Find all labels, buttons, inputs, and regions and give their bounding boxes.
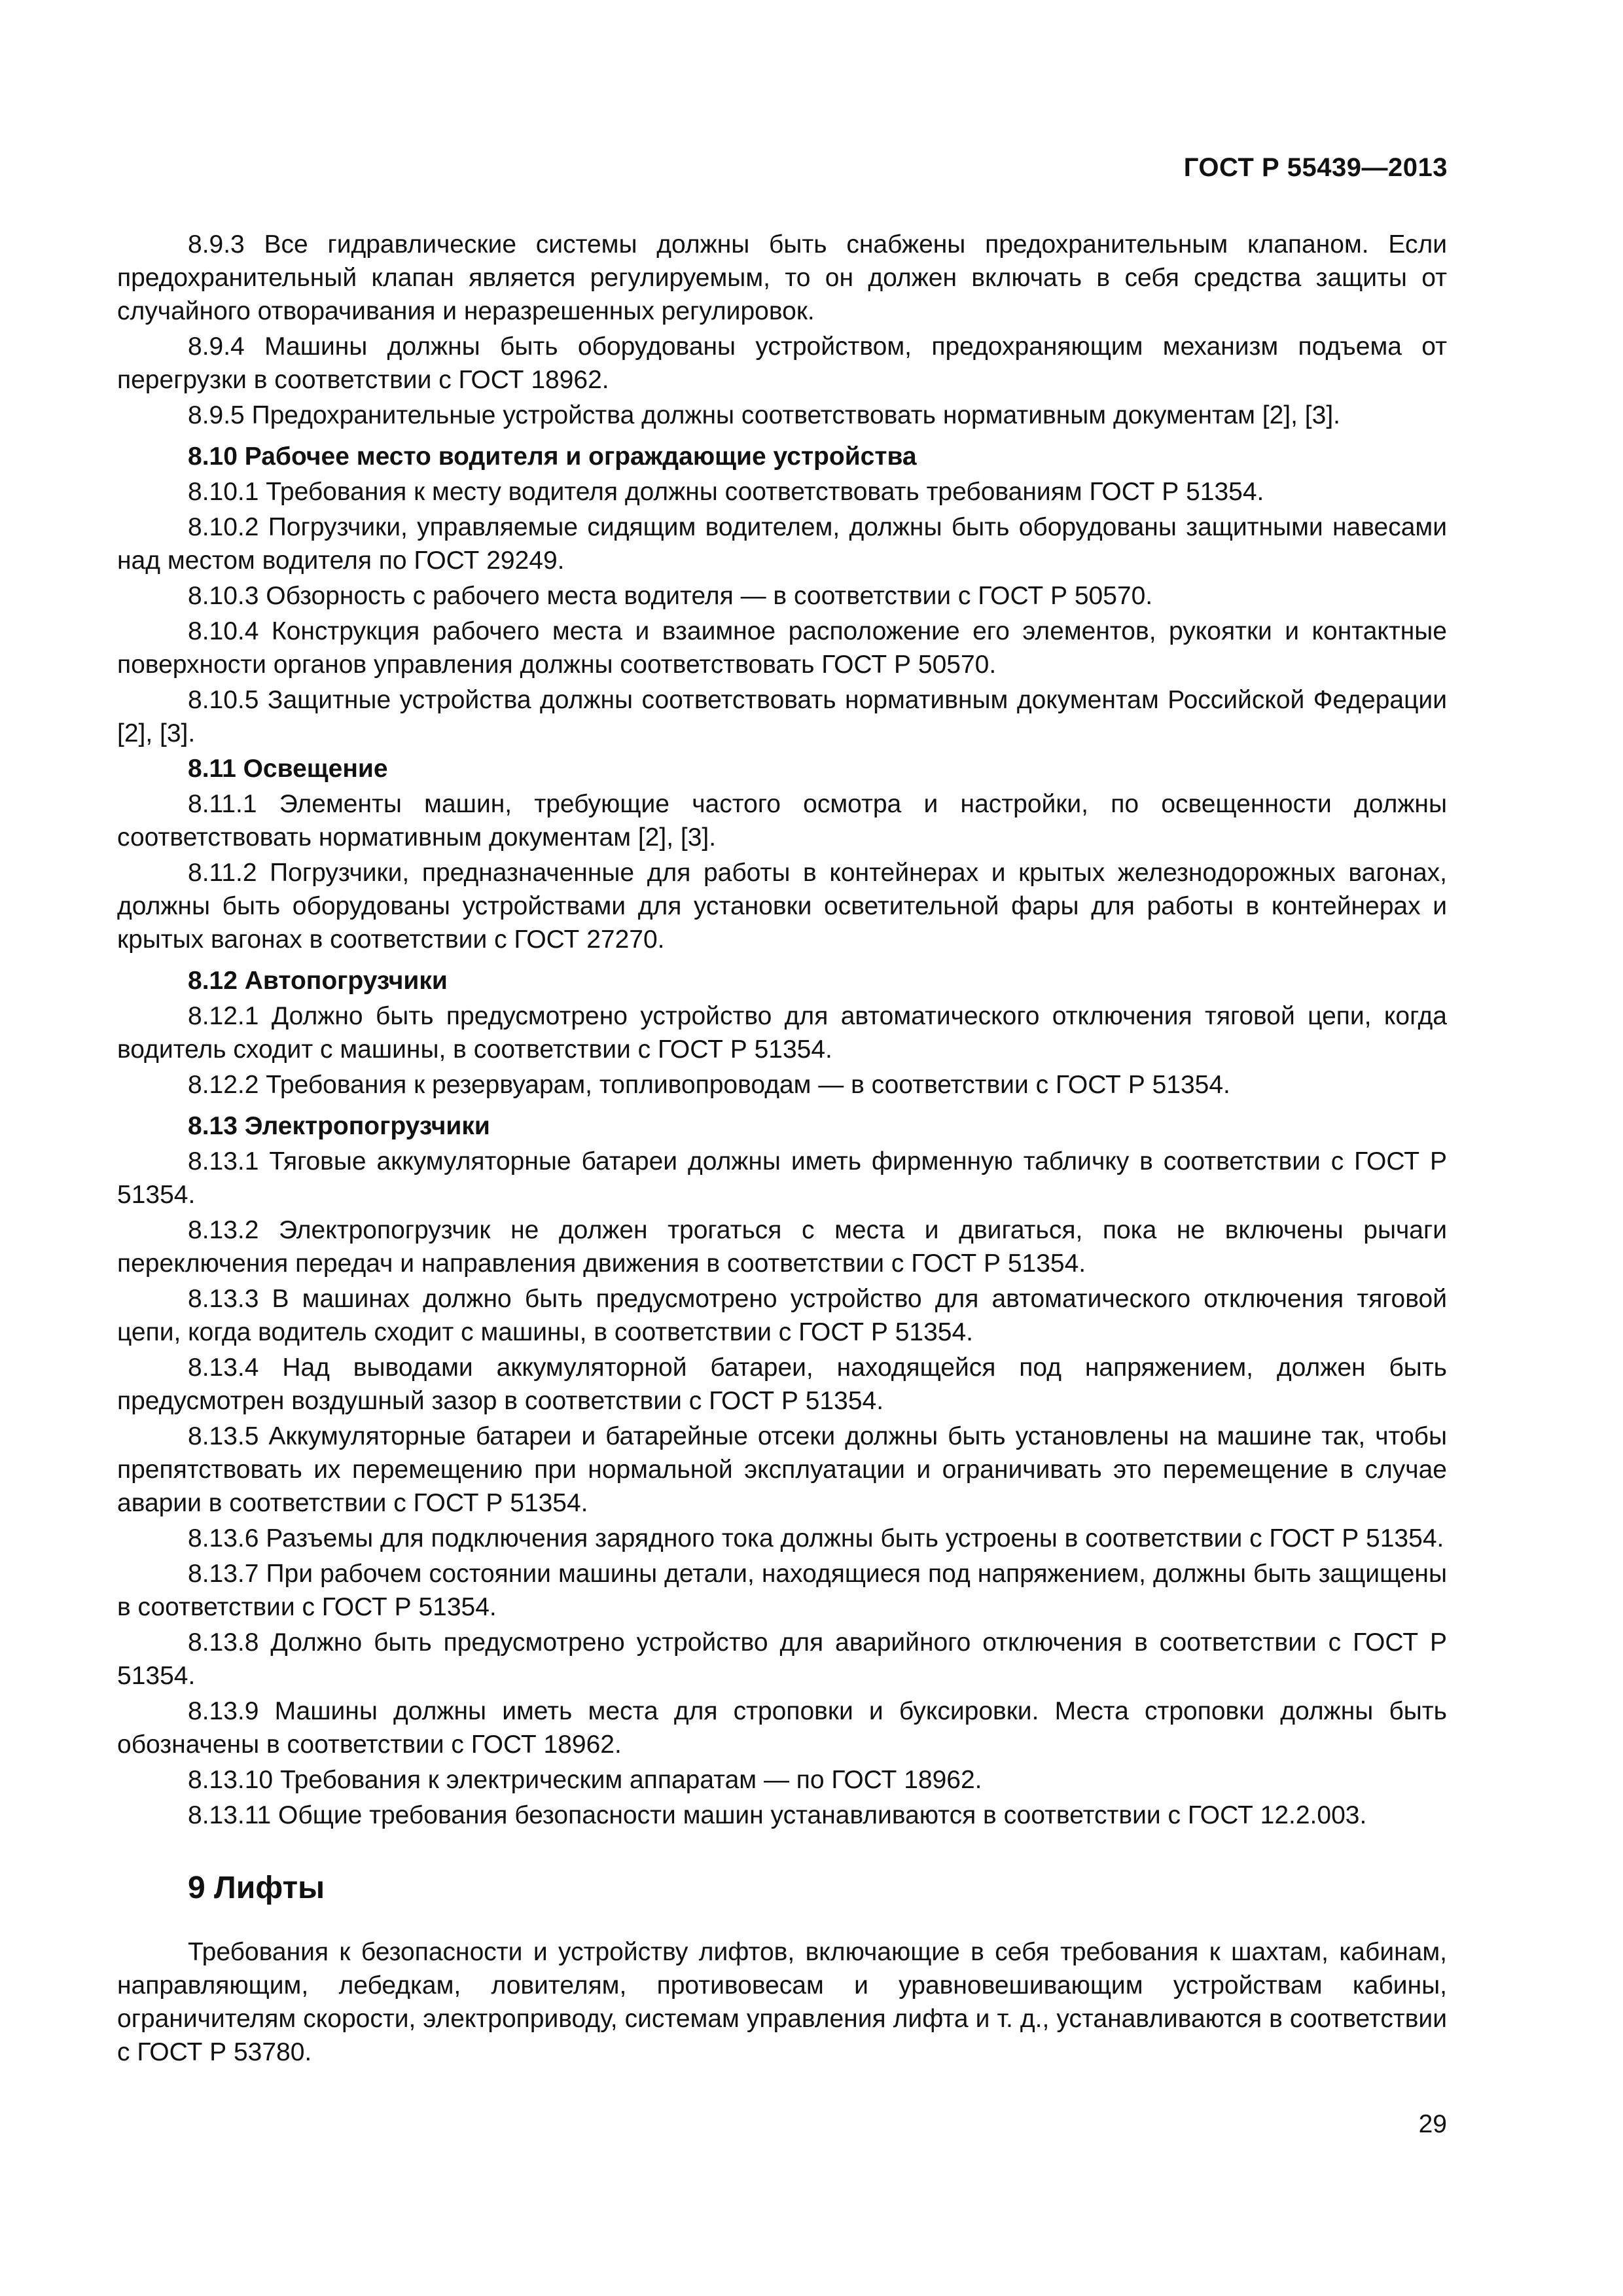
clause-8-13-5: 8.13.5 Аккумуляторные батареи и батарейные отсеки должны быть установлены на машине так, чтобы препятствовать их перемещению при нормальной эксплуатации и ограничивать это перемещение в случае аварии в соответствии с ГОСТ Р 51354. (117, 1422, 1447, 1517)
clause-8-9-3: 8.9.3 Все гидравлические системы должны быть снабжены предохранительным клапаном. Если предохранительный клапан является регулируемым, то он должен включать в себя средства защиты от случайного отворачивания и неразрешенных регулировок. (117, 230, 1447, 325)
clause-8-10-5: 8.10.5 Защитные устройства должны соответствовать нормативным документам Российской Федерации [2], [3]. (117, 686, 1447, 747)
section-heading-8-11: 8.11 Освещение (188, 755, 388, 783)
clause-8-13-6: 8.13.6 Разъемы для подключения зарядного тока должны быть устроены в соответствии с ГОСТ Р 51354. (188, 1524, 1444, 1552)
document-code-header: ГОСТ Р 55439—2013 (1183, 153, 1448, 182)
clause-8-13-9: 8.13.9 Машины должны иметь места для строповки и буксировки. Места строповки должны быть обозначены в соответствии с ГОСТ 18962. (117, 1697, 1447, 1759)
clause-8-11-1: 8.11.1 Элементы машин, требующие частого осмотра и настройки, по освещенности должны соответствовать нормативным документам [2], [3]. (117, 790, 1447, 852)
clause-8-13-11: 8.13.11 Общие требования безопасности машин устанавливаются в соответствии с ГОСТ 12.2.003. (188, 1801, 1367, 1829)
clause-8-12-2: 8.12.2 Требования к резервуарам, топливопроводам — в соответствии с ГОСТ Р 51354. (188, 1071, 1230, 1099)
clause-8-10-1: 8.10.1 Требования к месту водителя должны соответствовать требованиям ГОСТ Р 51354. (188, 478, 1264, 506)
clause-8-10-2: 8.10.2 Погрузчики, управляемые сидящим водителем, должны быть оборудованы защитными навесами над местом водителя по ГОСТ 29249. (117, 513, 1447, 575)
clause-8-9-5: 8.9.5 Предохранительные устройства должны соответствовать нормативным документам [2], [3]. (188, 401, 1340, 429)
clause-8-10-4: 8.10.4 Конструкция рабочего места и взаимное расположение его элементов, рукоятки и контактные поверхности органов управления должны соответствовать ГОСТ Р 50570. (117, 617, 1447, 679)
clause-8-13-10: 8.13.10 Требования к электрическим аппаратам — по ГОСТ 18962. (188, 1766, 982, 1794)
clause-8-13-7: 8.13.7 При рабочем состоянии машины детали, находящиеся под напряжением, должны быть защищены в соответствии с ГОСТ Р 51354. (117, 1560, 1447, 1621)
clause-8-10-3: 8.10.3 Обзорность с рабочего места водителя — в соответствии с ГОСТ Р 50570. (188, 582, 1153, 610)
section-heading-8-13: 8.13 Электропогрузчики (188, 1112, 490, 1140)
section-heading-8-12: 8.12 Автопогрузчики (188, 967, 448, 995)
chapter-9-text: Требования к безопасности и устройству лифтов, включающие в себя требования к шахтам, кабинам, направляющим, лебедкам, ловителям, противовесам и уравновешивающим устройствам кабины, ограничителям скорости, электроприводу, системам управления лифта и т. д., устанавливаются в соответствии с ГОСТ Р 53780. (117, 1938, 1447, 2066)
page-content (117, 228, 1447, 2069)
clause-8-13-2: 8.13.2 Электропогрузчик не должен трогаться с места и двигаться, пока не включены рычаги переключения передач и направления движения в соответствии с ГОСТ Р 51354. (117, 1216, 1447, 1278)
chapter-heading-9: 9 Лифты (188, 1871, 325, 1905)
clause-8-13-4: 8.13.4 Над выводами аккумуляторной батареи, находящейся под напряжением, должен быть предусмотрен воздушный зазор в соответствии с ГОСТ Р 51354. (117, 1354, 1447, 1415)
clause-8-13-8: 8.13.8 Должно быть предусмотрено устройство для аварийного отключения в соответствии с ГОСТ Р 51354. (117, 1628, 1447, 1690)
clause-8-13-1: 8.13.1 Тяговые аккумуляторные батареи должны иметь фирменную табличку в соответствии с ГОСТ Р 51354. (117, 1147, 1447, 1209)
clause-8-9-4: 8.9.4 Машины должны быть оборудованы устройством, предохраняющим механизм подъема от перегрузки в соответствии с ГОСТ 18962. (117, 332, 1447, 394)
clause-8-11-2: 8.11.2 Погрузчики, предназначенные для работы в контейнерах и крытых железнодорожных вагонах, должны быть оборудованы устройствами для установки осветительной фары для работы в контейнерах и крытых вагонах в соответствии с ГОСТ 27270. (117, 859, 1447, 954)
clause-8-12-1: 8.12.1 Должно быть предусмотрено устройство для автоматического отключения тяговой цепи, когда водитель сходит с машины, в соответствии с ГОСТ Р 51354. (117, 1002, 1447, 1064)
clause-8-13-3: 8.13.3 В машинах должно быть предусмотрено устройство для автоматического отключения тяговой цепи, когда водитель сходит с машины, в соответствии с ГОСТ Р 51354. (117, 1285, 1447, 1346)
page-number: 29 (1418, 2110, 1447, 2138)
section-heading-8-10: 8.10 Рабочее место водителя и ограждающие устройства (188, 442, 917, 471)
